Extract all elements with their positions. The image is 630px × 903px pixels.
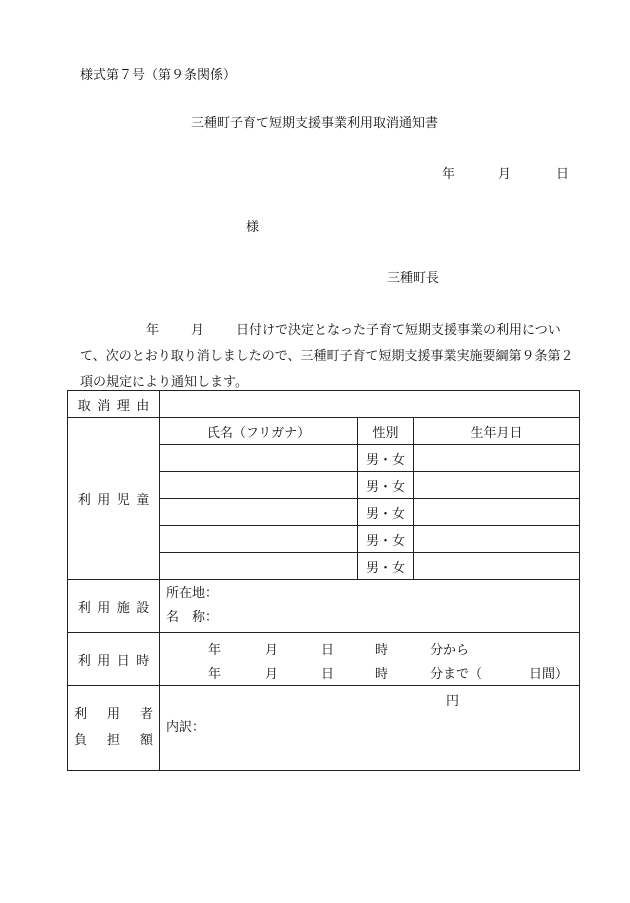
child-name-field[interactable] [160, 526, 358, 553]
datetime-field[interactable] [160, 633, 580, 686]
child-header-gender: 性別 [358, 418, 414, 445]
facility-address-label: 所在地： [166, 586, 219, 601]
datetime-from-row [160, 635, 579, 659]
from-day: 日 [321, 643, 335, 658]
form-number: 様式第７号（第９条関係） [80, 68, 237, 83]
datetime-to-row [160, 659, 579, 683]
child-gender[interactable]: 男・女 [358, 526, 414, 553]
child-birth-field[interactable] [414, 445, 580, 472]
child-gender[interactable]: 男・女 [358, 445, 414, 472]
cancel-reason-label: 取消理由 [68, 391, 160, 418]
child-birth-field[interactable] [414, 553, 580, 580]
issuer: 三種町長 [387, 271, 440, 286]
burden-label [68, 686, 160, 771]
body-month: 月 [191, 323, 205, 338]
child-header-birth: 生年月日 [414, 418, 580, 445]
issue-date-month: 月 [498, 167, 512, 182]
burden-label-line2: 負 担 額 [74, 733, 153, 748]
child-birth-field[interactable] [414, 472, 580, 499]
child-name-field[interactable] [160, 553, 358, 580]
to-month: 月 [265, 667, 279, 682]
child-label: 利用児童 [68, 418, 160, 580]
from-month: 月 [265, 643, 279, 658]
child-name-field[interactable] [160, 472, 358, 499]
child-header-name: 氏名（フリガナ） [160, 418, 358, 445]
body-text: 日付けで決定となった子育て短期支援事業の利用について、次のとおり取り消しましたので、三種町子育て短期支援事業実施要綱第９条第２項の規定により通知します。 [80, 323, 574, 390]
from-minute: 分から [430, 643, 470, 658]
child-name-field[interactable] [160, 499, 358, 526]
child-gender[interactable]: 男・女 [358, 472, 414, 499]
from-year: 年 [208, 643, 222, 658]
child-birth-field[interactable] [414, 499, 580, 526]
burden-label-line1: 利 用 者 [74, 707, 153, 722]
to-day: 日 [321, 667, 335, 682]
to-days: 日間） [529, 667, 569, 682]
document-title: 三種町子育て短期支援事業利用取消通知書 [191, 116, 439, 131]
burden-yen: 円 [446, 694, 460, 709]
burden-field[interactable] [160, 686, 580, 771]
addressee: 様 [246, 220, 260, 235]
issue-date-day: 日 [556, 167, 570, 182]
child-name-field[interactable] [160, 445, 358, 472]
to-year: 年 [208, 667, 222, 682]
child-gender[interactable]: 男・女 [358, 499, 414, 526]
from-hour: 時 [375, 643, 389, 658]
facility-name-label: 名 称： [166, 610, 219, 625]
issue-date-year: 年 [442, 167, 456, 182]
cancellation-form-table [67, 390, 580, 771]
burden-breakdown-label: 内訳： [166, 720, 206, 735]
facility-label: 利用施設 [68, 580, 160, 633]
child-gender[interactable]: 男・女 [358, 553, 414, 580]
to-minute: 分まで（ [430, 667, 483, 682]
to-hour: 時 [375, 667, 389, 682]
facility-field[interactable] [160, 580, 580, 633]
cancel-reason-field[interactable] [160, 391, 580, 418]
datetime-label: 利用日時 [68, 633, 160, 686]
notice-body [80, 318, 580, 396]
child-birth-field[interactable] [414, 526, 580, 553]
body-year: 年 [146, 323, 160, 338]
